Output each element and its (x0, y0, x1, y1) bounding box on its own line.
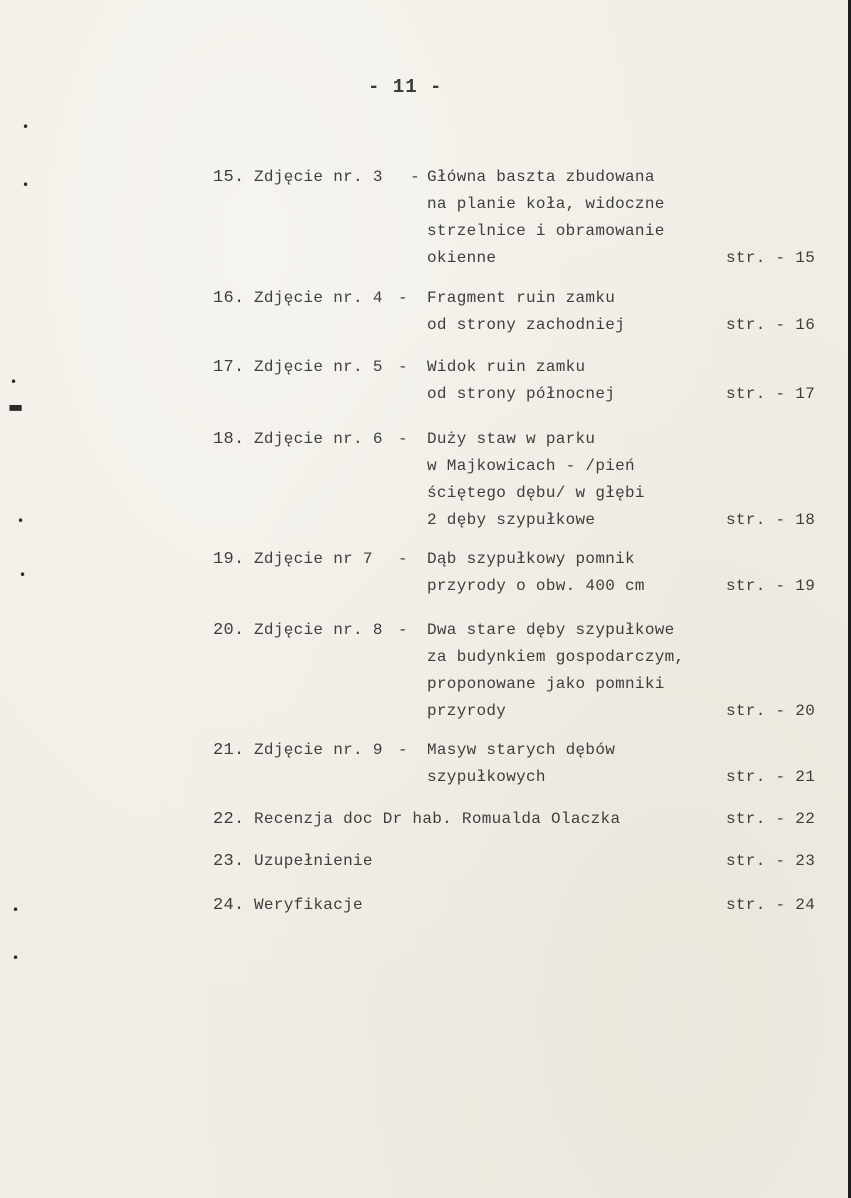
entry-separator: - (398, 621, 408, 639)
entry-label: Zdjęcie nr. 3 (254, 168, 383, 186)
margin-mark: • (22, 120, 30, 134)
entry-page-reference: str. - 21 (726, 768, 816, 786)
entry-description-line: za budynkiem gospodarczym, (427, 648, 685, 666)
entry-number: 24. (213, 896, 245, 915)
entry-description-line: Masyw starych dębów (427, 741, 616, 759)
margin-mark: • (17, 514, 25, 528)
entry-label: Zdjęcie nr 7 (254, 550, 373, 568)
entry-description-line: Dwa stare dęby szypułkowe (427, 621, 675, 639)
entry-description-line: przyrody (427, 702, 507, 720)
entry-description-line: Główna baszta zbudowana (427, 168, 655, 186)
entry-description-line: proponowane jako pomniki (427, 675, 665, 693)
entry-page-reference: str. - 19 (726, 577, 816, 595)
entry-description-line: ściętego dębu/ w głębi (427, 484, 645, 502)
entry-separator: - (398, 289, 408, 307)
entry-description-line: strzelnice i obramowanie (427, 222, 665, 240)
entry-separator: - (398, 550, 408, 568)
entry-number: 21. (213, 741, 245, 760)
entry-separator: - (398, 358, 408, 376)
entry-separator: - (410, 168, 420, 186)
entry-description-line: w Majkowicach - /pień (427, 457, 635, 475)
entry-number: 20. (213, 621, 245, 640)
entry-separator: - (398, 430, 408, 448)
entry-description-line: od strony zachodniej (427, 316, 626, 334)
entry-page-reference: str. - 18 (726, 511, 816, 529)
entry-page-reference: str. - 17 (726, 385, 816, 403)
entry-description-line: na planie koła, widoczne (427, 195, 665, 213)
entry-description-line: Fragment ruin zamku (427, 289, 616, 307)
entry-description-line: przyrody o obw. 400 cm (427, 577, 645, 595)
entry-separator: - (398, 741, 408, 759)
entry-number: 18. (213, 430, 245, 449)
entry-page-reference: str. - 22 (726, 810, 816, 828)
margin-mark: ▬ (8, 397, 24, 416)
margin-mark: • (12, 903, 20, 917)
entry-page-reference: str. - 15 (726, 249, 816, 267)
entry-label: Uzupełnienie (254, 852, 373, 870)
entry-label: Recenzja doc Dr hab. Romualda Olaczka (254, 810, 621, 828)
entry-label: Zdjęcie nr. 8 (254, 621, 383, 639)
entry-page-reference: str. - 16 (726, 316, 816, 334)
entry-description-line: okienne (427, 249, 497, 267)
entry-label: Weryfikacje (254, 896, 363, 914)
entry-number: 22. (213, 810, 245, 829)
entry-description-line: od strony północnej (427, 385, 616, 403)
entry-label: Zdjęcie nr. 6 (254, 430, 383, 448)
entry-description-line: Widok ruin zamku (427, 358, 586, 376)
entry-page-reference: str. - 24 (726, 896, 816, 914)
entry-label: Zdjęcie nr. 5 (254, 358, 383, 376)
page-number: - 11 - (368, 76, 443, 98)
entry-number: 19. (213, 550, 245, 569)
entry-page-reference: str. - 23 (726, 852, 816, 870)
entry-label: Zdjęcie nr. 9 (254, 741, 383, 759)
entry-number: 16. (213, 289, 245, 308)
entry-description-line: Duży staw w parku (427, 430, 596, 448)
entry-page-reference: str. - 20 (726, 702, 816, 720)
margin-mark: • (19, 568, 27, 582)
margin-mark: • (10, 375, 18, 389)
entry-description-line: Dąb szypułkowy pomnik (427, 550, 635, 568)
entry-description-line: szypułkowych (427, 768, 546, 786)
entry-label: Zdjęcie nr. 4 (254, 289, 383, 307)
margin-mark: • (22, 178, 30, 192)
entry-number: 15. (213, 168, 245, 187)
margin-mark: • (12, 951, 20, 965)
entry-description-line: 2 dęby szypułkowe (427, 511, 596, 529)
entry-number: 23. (213, 852, 245, 871)
entry-number: 17. (213, 358, 245, 377)
